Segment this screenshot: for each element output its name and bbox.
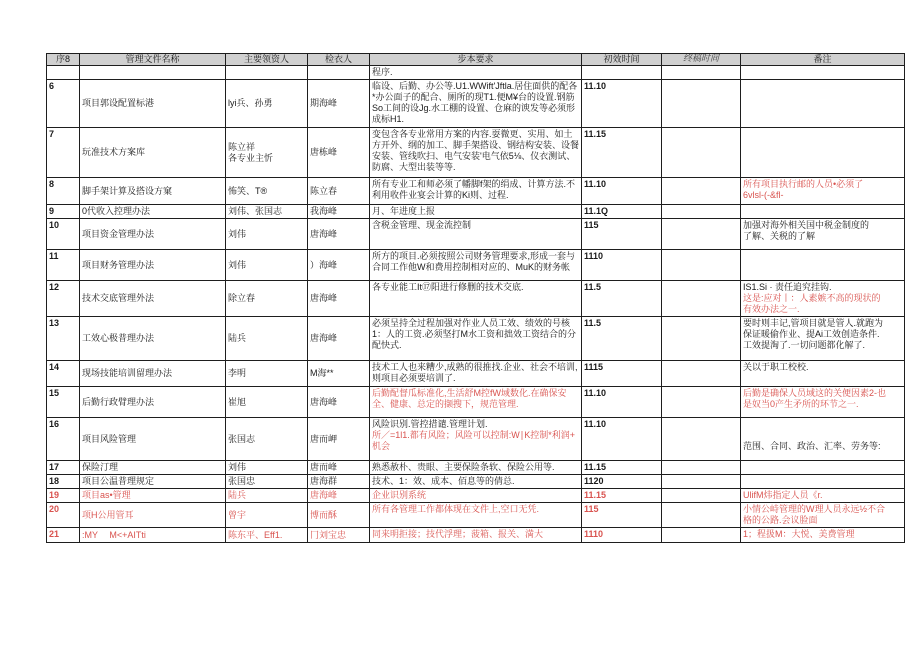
- row-file-name: 工效心极普理办法: [80, 317, 226, 361]
- row-checker: 陈立春: [308, 178, 370, 205]
- row-lead-person: [226, 317, 308, 361]
- row-first-draft-time: 1110: [582, 250, 662, 281]
- row-lead-person: [226, 128, 308, 178]
- row-file-name: 项目郭设配置标港: [80, 80, 226, 128]
- note-line: 范围、合同、政治、汇率、劳务等:: [743, 441, 881, 451]
- row-final-time: [662, 418, 741, 461]
- row-notes: [741, 205, 905, 219]
- row-notes: [741, 461, 905, 475]
- row-seq: 21: [47, 528, 80, 543]
- row-checker: 唐海峰: [308, 281, 370, 317]
- requirement-line: 成标H1.: [372, 114, 405, 124]
- requirement-line: 变包含各专业常用方案的内容.耍微更、实用、如土: [372, 129, 573, 139]
- row-requirements: [370, 205, 582, 219]
- row-lead-person: [226, 66, 308, 80]
- row-first-draft-time: 11.1Q: [582, 205, 662, 219]
- row-notes: [741, 66, 905, 80]
- requirement-line: 程序.: [372, 67, 393, 77]
- header-file-name: 管理文件名称: [80, 54, 226, 66]
- requirement-line: 临设、后勤、办公等.U1.WWift'Jftla.居住面供的配各: [372, 81, 578, 91]
- row-lead-person-name: 怖笑、T®: [228, 185, 268, 196]
- row-final-time: [662, 219, 741, 250]
- row-first-draft-time: 115: [582, 219, 662, 250]
- note-line: UlifM炜指定人员《r.: [743, 490, 823, 500]
- table-row: [47, 387, 905, 418]
- row-seq: 8: [47, 178, 80, 205]
- row-requirements: [370, 250, 582, 281]
- note-line: 这是:应对丨：人素嫉不高的现状的: [743, 293, 881, 303]
- header-requirements: 步本要求: [370, 54, 582, 66]
- row-checker: M海**: [308, 361, 370, 387]
- header-final-time: 终稿时间: [662, 54, 741, 66]
- row-requirements: [370, 317, 582, 361]
- row-final-time: [662, 489, 741, 503]
- row-lead-person-name: 李明: [228, 368, 247, 378]
- row-final-time: [662, 66, 741, 80]
- note-line: 后勤是确保人员域这的关便因素2-也: [743, 388, 887, 398]
- row-final-time: [662, 178, 741, 205]
- row-notes: [741, 387, 905, 418]
- note-line: 关以于职工校校.: [743, 362, 809, 372]
- table-row: [47, 281, 905, 317]
- note-line: 加强对海外相关国中税金制度的: [743, 220, 870, 230]
- row-file-name: 项H公用管耳: [80, 503, 226, 528]
- row-file-name: :MY M<+AITti: [80, 528, 226, 543]
- row-seq: 12: [47, 281, 80, 317]
- table-row: [47, 66, 905, 80]
- row-file-name: 0代收入控理办法: [80, 205, 226, 219]
- row-notes: [741, 361, 905, 387]
- row-requirements: [370, 219, 582, 250]
- table-row: [47, 80, 905, 128]
- row-seq: 14: [47, 361, 80, 387]
- row-notes: [741, 503, 905, 528]
- row-requirements: [370, 178, 582, 205]
- table-row: [47, 178, 905, 205]
- row-seq: 7: [47, 128, 80, 178]
- row-first-draft-time: 11.5: [582, 281, 662, 317]
- row-lead-person-name: 陆兵: [228, 490, 247, 500]
- row-lead-person: [226, 475, 308, 489]
- requirement-line: 风险识别.管控措谴.管理计划.: [372, 419, 488, 429]
- requirement-line: 含税金管理、现金流控制: [372, 220, 472, 230]
- row-file-name: 保险汀理: [80, 461, 226, 475]
- row-requirements: [370, 361, 582, 387]
- row-lead-person-name: 张国忠: [228, 476, 256, 486]
- row-final-time: [662, 128, 741, 178]
- row-lead-person: [226, 80, 308, 128]
- row-checker: 唐海峰: [308, 219, 370, 250]
- table-row: [47, 250, 905, 281]
- table-row: [47, 461, 905, 475]
- header-row: [47, 54, 905, 66]
- row-requirements: [370, 475, 582, 489]
- table-row: [47, 503, 905, 528]
- row-requirements: [370, 418, 582, 461]
- row-requirements: [370, 66, 582, 80]
- note-line: [743, 419, 902, 430]
- requirement-line: 所／=1l1.都有风险；风险可以控制:W∣K控制*利润+: [372, 430, 576, 440]
- row-seq: 17: [47, 461, 80, 475]
- row-seq: [47, 66, 80, 80]
- row-lead-person: [226, 503, 308, 528]
- row-file-name: 项目风险管理: [80, 418, 226, 461]
- row-file-name: 项目财务管理办法: [80, 250, 226, 281]
- row-notes: [741, 281, 905, 317]
- row-lead-person: [226, 361, 308, 387]
- table-row: [47, 475, 905, 489]
- row-notes: [741, 418, 905, 461]
- row-notes: [741, 528, 905, 543]
- requirement-line: 同来明拒接；技代浮理；菠箱、报关、満大: [372, 529, 544, 539]
- note-line: IS1.Si · 责任追究挂钩.: [743, 282, 832, 292]
- note-line: 小情公峙管理的W理人员永远½不合: [743, 504, 886, 514]
- note-line: 所有项目执行邮的人员•必须了: [743, 179, 864, 189]
- row-lead-person: [226, 418, 308, 461]
- row-checker: 唐而岬: [308, 418, 370, 461]
- row-requirements: [370, 80, 582, 128]
- requirement-line: 防腐、大型出装等等.: [372, 162, 456, 172]
- row-lead-person-name: 崔旭: [228, 396, 247, 407]
- requirement-line: 1：人的工资.必须坚打M水工资和拙效工资结合的分: [372, 329, 577, 339]
- row-file-name: 项目资金管理办法: [80, 219, 226, 250]
- requirement-line: 方开外、纲的加工、脚手架搭设、钢结构安装、设餐: [372, 140, 580, 150]
- row-lead-person-name: 曾宇: [228, 509, 247, 520]
- row-first-draft-time: 11.10: [582, 387, 662, 418]
- table-row: [47, 128, 905, 178]
- row-notes: [741, 317, 905, 361]
- row-first-draft-time: 11.15: [582, 489, 662, 503]
- row-seq: 10: [47, 219, 80, 250]
- row-requirements: [370, 461, 582, 475]
- row-checker: 唐海峰: [308, 317, 370, 361]
- requirement-line: 所方的项目.必须按照公司财务管理要求,形成一套与: [372, 251, 576, 261]
- row-checker: 冂刘宝忠: [308, 528, 370, 543]
- table-row: [47, 205, 905, 219]
- row-lead-person: [226, 250, 308, 281]
- table-row: [47, 361, 905, 387]
- row-final-time: [662, 528, 741, 543]
- row-seq: 19: [47, 489, 80, 503]
- requirement-line: 合同工作他W和费用控制相对应的、MuK的财务帐: [372, 262, 571, 272]
- row-seq: 13: [47, 317, 80, 361]
- note-line: 有效办法之一.: [743, 304, 800, 314]
- row-file-name: [80, 66, 226, 80]
- row-first-draft-time: 115: [582, 503, 662, 528]
- row-lead-person-name: 陈东平、Eff1.: [228, 529, 283, 540]
- row-requirements: [370, 528, 582, 543]
- requirement-line: 各专业能工It⑰阳进行修删的技术交底.: [372, 282, 524, 292]
- row-seq: 18: [47, 475, 80, 489]
- table-row: [47, 528, 905, 543]
- row-final-time: [662, 503, 741, 528]
- note-line: [743, 430, 902, 441]
- row-first-draft-time: 11.10: [582, 418, 662, 461]
- row-checker: 博而酥: [308, 503, 370, 528]
- row-lead-person-name: 刘伟、张国志: [228, 206, 283, 216]
- requirement-line: 熟悉赦朴、贵眼、主要保险条软、保险公用等.: [372, 462, 555, 472]
- requirement-line: 后勤配督瓜标准化,生活舒M控fW域数化.在确保安: [372, 388, 567, 398]
- row-lead-person: [226, 489, 308, 503]
- row-checker: 唐栋峰: [308, 128, 370, 178]
- row-first-draft-time: 11.10: [582, 178, 662, 205]
- row-checker: 唐而峰: [308, 461, 370, 475]
- requirement-line: 机会: [372, 441, 391, 451]
- row-first-draft-time: 11.15: [582, 128, 662, 178]
- requirement-line: So工间的设Jg.水工棚的设置、仓麻的谀发等必须形: [372, 103, 576, 113]
- row-final-time: [662, 317, 741, 361]
- note-line: 保证暖偷作业、提Ai工效创造条件.: [743, 329, 880, 339]
- row-lead-person-name: lyi兵、孙勇: [228, 98, 273, 108]
- row-notes: [741, 475, 905, 489]
- row-final-time: [662, 387, 741, 418]
- row-lead-person-name: 刘伟: [228, 462, 247, 472]
- row-first-draft-time: 11.10: [582, 80, 662, 128]
- row-first-draft-time: [582, 66, 662, 80]
- row-first-draft-time: 11.5: [582, 317, 662, 361]
- row-checker: 我海峰: [308, 205, 370, 219]
- requirement-line: 所有各管理工作都体现在文件上,空口无凭.: [372, 504, 540, 514]
- requirement-line: 全、健康、总定的撷搜下，规范管理.: [372, 399, 519, 409]
- header-notes: 番注: [741, 54, 905, 66]
- table-row: [47, 317, 905, 361]
- row-checker: [308, 66, 370, 80]
- table-row: [47, 418, 905, 461]
- row-checker: 唐海峰: [308, 387, 370, 418]
- row-lead-person-name: 陆兵: [228, 333, 247, 343]
- requirement-line: 利用收件业宴会计算的Ki则、过程.: [372, 190, 509, 200]
- row-checker: 唐海群: [308, 475, 370, 489]
- note-line: 1；程扱M：大悦、美费管理: [743, 529, 855, 539]
- row-first-draft-time: 11.15: [582, 461, 662, 475]
- row-lead-person: [226, 528, 308, 543]
- requirement-line: 技术工人也来糟少,成熟的很推找.企业、社会不培训,: [372, 362, 578, 372]
- row-seq: 16: [47, 418, 80, 461]
- requirement-line: 安装、管线吹扫、电气安装'电气依5⅛、仪衣测试、: [372, 151, 576, 161]
- row-lead-person: [226, 461, 308, 475]
- row-notes: [741, 219, 905, 250]
- requirement-line: 技术、1：效、成本、佰息等的倩总.: [372, 476, 515, 486]
- row-lead-person-name: 刘伟: [228, 228, 247, 239]
- header-first-draft-time: 初效时间: [582, 54, 662, 66]
- row-notes: [741, 489, 905, 503]
- row-final-time: [662, 461, 741, 475]
- row-seq: 20: [47, 503, 80, 528]
- row-final-time: [662, 205, 741, 219]
- row-requirements: [370, 281, 582, 317]
- header-seq: 序8: [47, 54, 80, 66]
- row-file-name: 现场技能培训留理办法: [80, 361, 226, 387]
- row-notes: [741, 128, 905, 178]
- requirement-line: 企业识别系统: [372, 490, 427, 500]
- row-requirements: [370, 489, 582, 503]
- row-notes: [741, 80, 905, 128]
- note-line: 工效提淘了.一切问题都化解了.: [743, 340, 866, 350]
- requirement-line: 则项目必须要培训了.: [372, 373, 456, 383]
- row-lead-person: [226, 178, 308, 205]
- requirement-line: 月、年进度上报: [372, 206, 436, 216]
- management-file-table: [46, 53, 905, 543]
- row-lead-person-name-2: 各专业主忻: [228, 152, 274, 163]
- note-line: 了解、关税的了解: [743, 231, 816, 241]
- note-line: 要时则丰记,管项目就是管人.就跑为: [743, 318, 884, 328]
- row-requirements: [370, 128, 582, 178]
- row-file-name: 后勤行政臂理办法: [80, 387, 226, 418]
- row-final-time: [662, 80, 741, 128]
- requirement-line: 所有专业工和师必须了幡脚f架的绢成、计算方法.不: [372, 179, 576, 189]
- row-notes: [741, 250, 905, 281]
- row-first-draft-time: 1120: [582, 475, 662, 489]
- table-row: [47, 489, 905, 503]
- row-lead-person: [226, 219, 308, 250]
- note-line: 格的公路.会议脸面: [743, 515, 818, 525]
- row-seq: 15: [47, 387, 80, 418]
- row-checker: 期海峰: [308, 80, 370, 128]
- row-final-time: [662, 475, 741, 489]
- header-checker: 检衣人: [308, 54, 370, 66]
- row-file-name: 技术交底管理外法: [80, 281, 226, 317]
- row-lead-person: [226, 205, 308, 219]
- requirement-line: *办公面子的配合、厕所的现T1.便M¥台的设置.钢筋: [372, 92, 575, 102]
- row-final-time: [662, 281, 741, 317]
- note-line: 6vlsl-(-&fl-: [743, 190, 784, 200]
- row-lead-person: [226, 281, 308, 317]
- row-checker: ）海峰: [308, 250, 370, 281]
- row-requirements: [370, 503, 582, 528]
- table-row: [47, 219, 905, 250]
- row-file-name: 玩准技术方案库: [80, 128, 226, 178]
- row-lead-person-name: 陈立祥: [228, 141, 256, 152]
- row-notes: [741, 178, 905, 205]
- header-lead-person: 主要领资人: [226, 54, 308, 66]
- row-final-time: [662, 361, 741, 387]
- row-seq: 6: [47, 80, 80, 128]
- row-seq: 11: [47, 250, 80, 281]
- row-lead-person: [226, 387, 308, 418]
- row-final-time: [662, 250, 741, 281]
- row-lead-person-name: 张国志: [228, 433, 256, 444]
- requirement-line: 必须呈持全过程加强对作业人员工效、绩效的号核: [372, 318, 571, 328]
- row-file-name: 项目as•管理: [80, 489, 226, 503]
- row-lead-person-name: 刘伟: [228, 259, 247, 270]
- row-checker: 唐海峰: [308, 489, 370, 503]
- row-lead-person-name: 除立春: [228, 293, 256, 303]
- row-first-draft-time: 1115: [582, 361, 662, 387]
- note-line: 是奴当0产生矛所的环节之一.: [743, 399, 859, 409]
- row-requirements: [370, 387, 582, 418]
- row-first-draft-time: 1110: [582, 528, 662, 543]
- row-file-name: 脚手架计算及搭设方窠: [80, 178, 226, 205]
- row-seq: 9: [47, 205, 80, 219]
- row-file-name: 项目公温普理规定: [80, 475, 226, 489]
- requirement-line: 配快式.: [372, 340, 402, 350]
